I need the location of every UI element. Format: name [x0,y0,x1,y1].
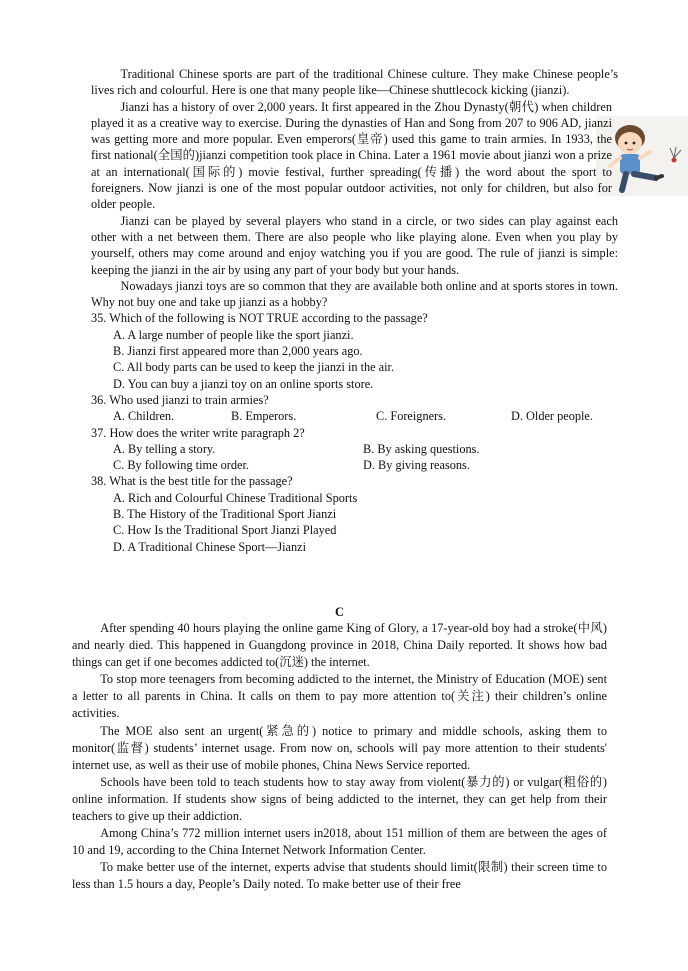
answer-option: B. Emperors. [231,409,297,424]
passage-c [72,605,607,894]
answer-option: B. By asking questions. [363,441,480,456]
passage-b-paragraph: Jianzi can be played by several players who stand in a circle, or two sides can play against each other with a net between them. There are also people who like playing alone. Even when you play by yourself, others may come around and enjoy watching you if you are good. The rule of jianzi is simple: keeping the jianzi in the air by using any part of your body but your hands. [91,213,618,277]
answer-option: A. Rich and Colourful Chinese Traditional Sports [113,490,358,505]
answer-option: D. You can buy a jianzi toy on an online sports store. [113,376,374,391]
answer-option: C. How Is the Traditional Sport Jianzi Played [113,523,337,538]
passage-c-paragraph: To make better use of the internet, experts advise that students should limit(限制) their screen time to less than 1.5 hours a day, People’s Daily noted. To make better use of their free [72,860,607,892]
answer-option: A. By telling a story. [113,441,216,456]
answer-option: A. Children. [113,409,175,424]
passage-b [91,66,618,555]
question-35 [91,310,618,391]
question-36 [91,392,618,425]
passage-b-paragraph: Nowadays jianzi toys are so common that they are available both online and at sports stores in town. Why not buy one and take up jianzi as a hobby? [91,278,618,310]
answer-option: D. Older people. [511,409,593,424]
section-heading: C [335,605,344,619]
passage-b-paragraph: Traditional Chinese sports are part of the traditional Chinese culture. They make Chinese people’s lives rich and colourful. Here is one that many people like—Chinese shuttlecock kicking (jianzi). [91,67,618,98]
passage-c-paragraph: The MOE also sent an urgent(紧急的) notice to primary and middle schools, asking them to monitor(监督) students’ internet usage. From now on, schools will pay more attention to their students' internet use, as well as their use of mobile phones, China News Service reported. [72,723,607,772]
passage-b-paragraph: Jianzi has a history of over 2,000 years. It first appeared in the Zhou Dynasty(朝代) when children played it as a creative way to exercise. During the dynasties of Han and Song from 207 to 906 AD, jianzi was getting more and more popular. Even emperors(皇帝) used this game to train armies. In 1933, the first national(全国的)jianzi competition took place in China. Later a 1961 movie about jianzi won a prize at an international(国际的) movie festival, further spreading(传播) the word about the sport to foreigners. Now jianzi is one of the most popular outdoor activities, not only for children, but also for older people. [91,99,612,212]
answer-option: A. A large number of people like the sport jianzi. [113,327,354,342]
answer-option: B. The History of the Traditional Sport Jianzi [113,507,337,522]
question-stem: 35. Which of the following is NOT TRUE according to the passage? [91,311,428,326]
answer-option: C. All body parts can be used to keep the jianzi in the air. [113,360,395,375]
answer-option: C. Foreigners. [376,409,447,424]
question-37 [91,425,618,474]
passage-c-paragraph: To stop more teenagers from becoming addicted to the internet, the Ministry of Education (MOE) sent a letter to all parents in China. It calls on them to pay more attention to(关注) their children’s online activities. [72,672,607,721]
passage-c-paragraph: Schools have been told to teach students how to stay away from violent(暴力的) or vulgar(粗俗的) online information. If students show signs of being addicted to the internet, they can get help from their teachers to give up their addiction. [72,774,607,824]
answer-option: C. By following time order. [113,458,249,473]
answer-option: D. A Traditional Chinese Sport—Jianzi [113,539,306,554]
passage-c-paragraph: After spending 40 hours playing the online game King of Glory, a 17-year-old boy had a stroke(中风) and nearly died. This happened in Guangdong province in 2018, China Daily reported. It shows how bad things can get if one becomes addicted to(沉迷) the internet. [72,621,607,670]
passage-c-paragraph: Among China’s 772 million internet users in2018, about 151 million of them are between the ages of 10 and 19, according to the China Internet Network Information Center. [72,826,607,858]
question-38 [91,473,618,554]
question-stem: 38. What is the best title for the passage? [91,474,293,489]
answer-option: D. By giving reasons. [363,458,470,473]
question-stem: 36. Who used jianzi to train armies? [91,392,269,407]
answer-option: B. Jianzi first appeared more than 2,000 years ago. [113,344,363,359]
question-stem: 37. How does the writer write paragraph 2? [91,425,305,440]
